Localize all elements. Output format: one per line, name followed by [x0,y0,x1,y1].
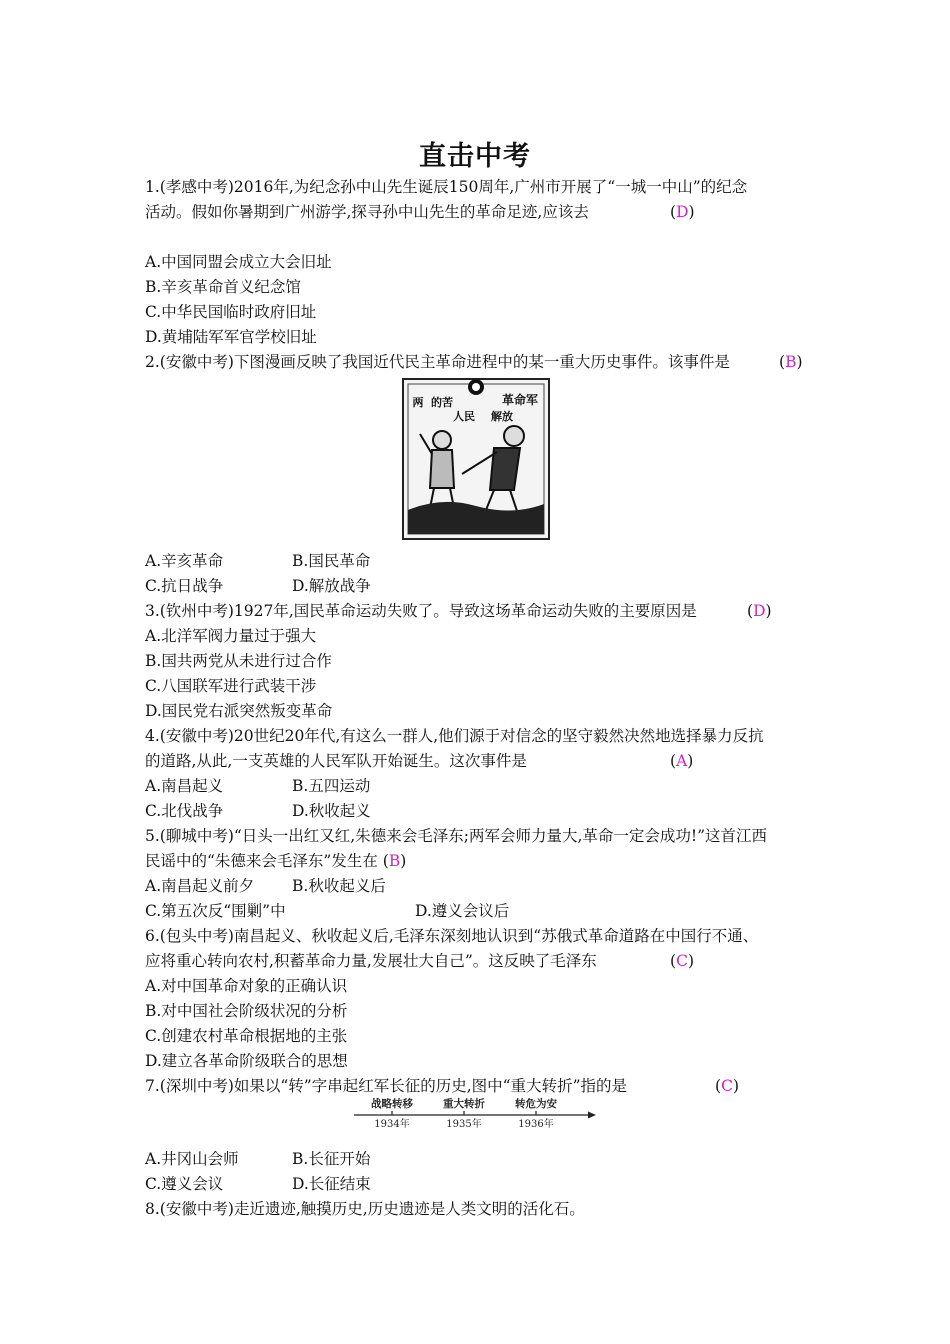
q7-option-b: B.长征开始 [292,1150,371,1168]
q4-option-d: D.秋收起义 [292,802,371,820]
timeline-label-1: 战略转移 [371,1098,413,1110]
q1-answer-letter: D [676,203,689,221]
long-march-timeline [350,1096,598,1132]
q7-option-a: A.井冈山会师 [145,1150,239,1168]
timeline-label-2: 重大转折 [443,1098,485,1110]
q3-option-b: B.国共两党从未进行过合作 [145,652,332,670]
q4-option-b: B.五四运动 [292,777,371,795]
q6-line2: 应将重心转向农村,积蓄革命力量,发展壮大自己”。这反映了毛泽东 [145,952,597,970]
cartoon-text-1: 革命军 [501,393,539,407]
q1-stem: 活动。假如你暑期到广州游学,探寻孙中山先生的革命足迹,应该去 [145,203,589,221]
q3-answer: (D) [747,602,772,620]
q1-option-a: A.中国同盟会成立大会旧址 [145,253,332,271]
q7-option-c: C.遵义会议 [145,1175,224,1193]
cartoon-text-3: 人民 [453,410,475,423]
q2-answer: (B) [779,353,803,371]
q1-option-d: D.黄埔陆军军官学校旧址 [145,328,317,346]
q5-option-d: D.遵义会议后 [415,902,510,920]
q6-answer-letter: C [676,952,688,970]
q1-option-c: C.中华民国临时政府旧址 [145,303,317,321]
q1-line2 [145,202,589,222]
q3-option-d: D.国民党右派突然叛变革命 [145,702,333,720]
q1-option-b: B.辛亥革命首义纪念馆 [145,278,301,296]
q5-option-c: C.第五次反“围剿”中 [145,902,286,920]
q2-option-b: B.国民革命 [292,552,371,570]
q2-answer-letter: B [785,353,797,371]
q3-line1 [145,601,697,621]
q3-answer-letter: D [753,602,766,620]
timeline-year-1: 1934年 [374,1119,410,1130]
page-title: 直击中考 [419,141,531,172]
q3-option-a: A.北洋军阀力量过于强大 [145,627,317,645]
q5-line1: 5.(聊城中考)“日头一出红又红,朱德来会毛泽东;两军会师力量大,革命一定会成功!”这首江西 [145,827,768,845]
q8-line1: 8.(安徽中考)走近遗迹,触摸历史,历史遗迹是人类文明的活化石。 [145,1200,585,1218]
q2-line1 [145,352,730,372]
cartoon-text-5: 两 [412,396,424,409]
q2-option-c: C.抗日战争 [145,577,224,595]
q6-option-d: D.建立各革命阶级联合的思想 [145,1052,348,1070]
q5-option-b: B.秋收起义后 [292,877,386,895]
q4-line2: 的道路,从此,一支英雄的人民军队开始诞生。这次事件是 [145,752,527,770]
timeline-year-2: 1935年 [446,1119,482,1130]
q2-option-a: A.辛亥革命 [145,552,224,570]
q6-option-b: B.对中国社会阶级状况的分析 [145,1002,348,1020]
q7-answer: (C) [715,1077,739,1095]
q1-answer: (D) [670,203,695,221]
q6-option-c: C.创建农村革命根据地的主张 [145,1027,348,1045]
q2-option-d: D.解放战争 [292,577,371,595]
q7-line1: 7.(深圳中考)如果以“转”字串起红军长征的历史,图中“重大转折”指的是 [145,1077,628,1095]
q4-option-a: A.南昌起义 [145,777,224,795]
cartoon-text-4: 的苦 [431,396,453,409]
timeline-year-3: 1936年 [518,1119,554,1130]
q4-option-c: C.北伐战争 [145,802,224,820]
q4-answer-letter: A [676,752,688,770]
q6-answer: (C) [670,952,694,970]
q5-answer-letter: B [388,852,401,870]
q1-line1: 1.(孝感中考)2016年,为纪念孙中山先生诞辰150周年,广州市开展了“一城一中山”的纪念 [145,178,748,196]
cartoon-text-2: 解放 [491,410,513,423]
timeline-arrow-icon [588,1112,596,1119]
q7-answer-letter: C [721,1077,733,1095]
q7-option-d: D.长征结束 [292,1175,371,1193]
q4-answer: (A) [670,752,694,770]
q5-stem: 民谣中的“朱德来会毛泽东”发生在 [145,852,378,870]
q6-option-a: A.对中国革命对象的正确认识 [145,977,348,995]
q5-line2: 民谣中的“朱德来会毛泽东”发生在 (B) [145,852,407,870]
q3-stem: 3.(钦州中考)1927年,国民革命运动失败了。导致这场革命运动失败的主要原因是 [145,602,697,620]
q3-option-c: C.八国联军进行武装干涉 [145,677,317,695]
q4-line1: 4.(安徽中考)20世纪20年代,有这么一群人,他们源于对信念的坚守毅然决然地选择暴力反抗 [145,727,764,745]
q2-stem: 2.(安徽中考)下图漫画反映了我国近代民主革命进程中的某一重大历史事件。该事件是 [145,353,730,371]
q6-line1: 6.(包头中考)南昌起义、秋收起义后,毛泽东深刻地认识到“苏俄式革命道路在中国行不通、 [145,927,759,945]
timeline-label-3: 转危为安 [515,1098,557,1110]
q5-option-a: A.南昌起义前夕 [145,877,255,895]
revolution-cartoon-image [402,378,550,540]
